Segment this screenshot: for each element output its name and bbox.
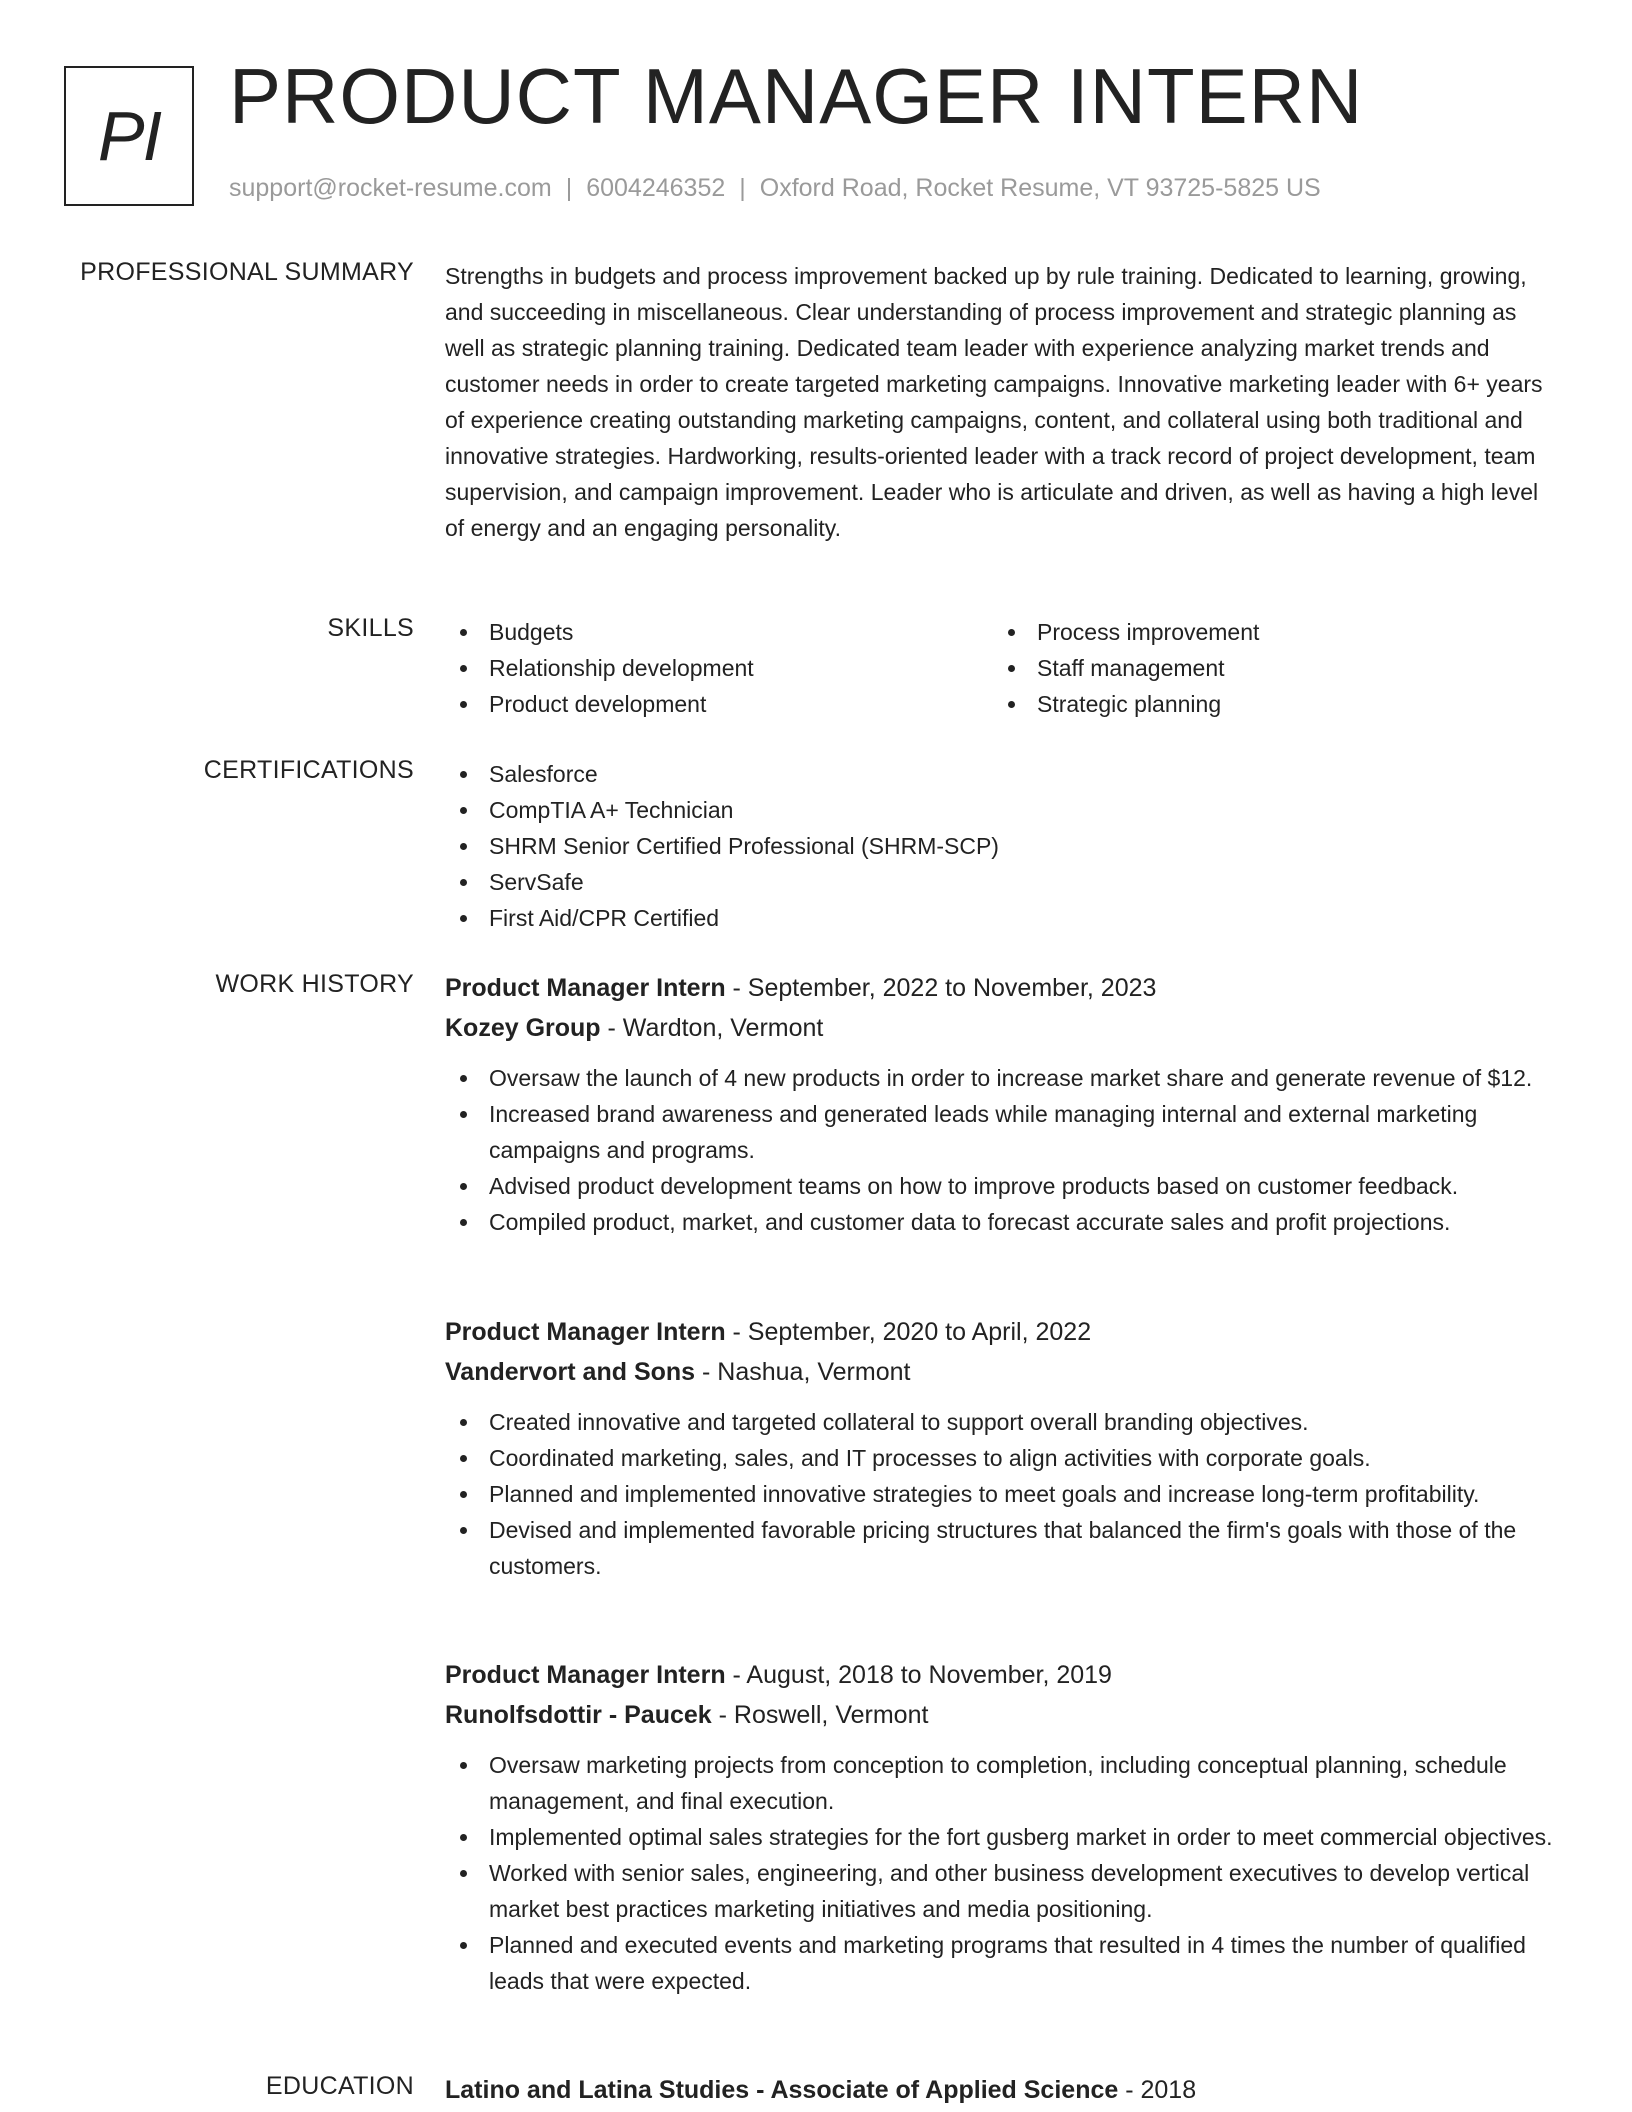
certification-item: SHRM Senior Certified Professional (SHRM-SCP) bbox=[445, 828, 1555, 864]
job-bullet: Planned and executed events and marketing programs that resulted in 4 times the number of qualified leads that were expected. bbox=[445, 1927, 1555, 1999]
job-bullets bbox=[445, 1060, 1555, 1240]
job-company-line bbox=[445, 1695, 1555, 1735]
skill-item: Product development bbox=[445, 686, 993, 722]
job-bullet: Devised and implemented favorable pricing structures that balanced the firm's goals with those of the customers. bbox=[445, 1512, 1555, 1584]
skills-list-left bbox=[445, 614, 993, 722]
skill-item: Budgets bbox=[445, 614, 993, 650]
contact-address: Oxford Road, Rocket Resume, VT 93725-5825 US bbox=[759, 174, 1321, 202]
candidate-name: PRODUCT MANAGER INTERN bbox=[229, 52, 1364, 140]
job-dates: - August, 2018 to November, 2019 bbox=[725, 1661, 1112, 1689]
job-title-line bbox=[445, 968, 1555, 1008]
job-company-line bbox=[445, 1008, 1555, 1048]
contact-separator: | bbox=[565, 174, 573, 202]
certification-item: Salesforce bbox=[445, 756, 1555, 792]
job-bullet: Oversaw marketing projects from conception to completion, including conceptual planning, schedule management, and final execution. bbox=[445, 1747, 1555, 1819]
contact-email: support@rocket-resume.com bbox=[229, 174, 552, 202]
job-title-line bbox=[445, 1655, 1555, 1695]
skills-list-right bbox=[993, 614, 1541, 722]
education-line bbox=[445, 2070, 1555, 2110]
job-dates: - September, 2020 to April, 2022 bbox=[725, 1318, 1092, 1346]
job-dates: - September, 2022 to November, 2023 bbox=[725, 974, 1157, 1002]
section-heading: PROFESSIONAL SUMMARY bbox=[80, 258, 414, 286]
job-bullet: Coordinated marketing, sales, and IT processes to align activities with corporate goals. bbox=[445, 1440, 1555, 1476]
skill-item: Staff management bbox=[993, 650, 1541, 686]
job-company: Vandervort and Sons bbox=[445, 1358, 696, 1386]
job-bullet: Increased brand awareness and generated leads while managing internal and external marketing campaigns and programs. bbox=[445, 1096, 1555, 1168]
job-title: Product Manager Intern bbox=[445, 1318, 726, 1346]
job-company: Runolfsdottir - Paucek bbox=[445, 1701, 712, 1729]
skills-body bbox=[445, 614, 1555, 722]
job-location: - Roswell, Vermont bbox=[711, 1701, 929, 1729]
job-company: Kozey Group bbox=[445, 1014, 601, 1042]
certification-item: First Aid/CPR Certified bbox=[445, 900, 1555, 936]
job-bullet: Oversaw the launch of 4 new products in order to increase market share and generate revenue of $12. bbox=[445, 1060, 1555, 1096]
section-heading: WORK HISTORY bbox=[215, 970, 414, 998]
summary-text: Strengths in budgets and process improvement backed up by rule training. Dedicated to learning, growing, and succeeding in miscellaneous. Clear understanding of process improvement and strategic planning as well as strategic planning training. Dedicated team leader with experience analyzing market trends and customer needs in order to create targeted marketing campaigns. Innovative marketing leader with 6+ years of experience creating outstanding marketing campaigns, content, and collateral using both traditional and innovative strategies. Hardworking, results-oriented leader with a track record of project development, team supervision, and campaign improvement. Leader who is articulate and driven, as well as having a high level of energy and an engaging personality. bbox=[445, 263, 1543, 541]
job-bullets bbox=[445, 1747, 1555, 1999]
contact-phone: 6004246352 bbox=[586, 174, 726, 202]
job-title: Product Manager Intern bbox=[445, 974, 726, 1002]
certification-item: CompTIA A+ Technician bbox=[445, 792, 1555, 828]
skill-item: Strategic planning bbox=[993, 686, 1541, 722]
section-heading: SKILLS bbox=[327, 614, 414, 642]
job-bullets bbox=[445, 1404, 1555, 1584]
contact-line bbox=[229, 174, 1321, 203]
job-bullet: Advised product development teams on how to improve products based on customer feedback. bbox=[445, 1168, 1555, 1204]
job-title-line bbox=[445, 1312, 1555, 1352]
job-title: Product Manager Intern bbox=[445, 1661, 726, 1689]
contact-separator: | bbox=[739, 174, 746, 202]
monogram-badge: PI bbox=[64, 66, 194, 206]
skill-item: Relationship development bbox=[445, 650, 993, 686]
job-bullet: Planned and implemented innovative strategies to meet goals and increase long-term profitability. bbox=[445, 1476, 1555, 1512]
skills-grid bbox=[445, 614, 1555, 722]
section-heading: CERTIFICATIONS bbox=[203, 756, 414, 784]
section-heading: EDUCATION bbox=[265, 2072, 414, 2100]
job-bullet: Worked with senior sales, engineering, and other business development executives to develop vertical market best practices marketing initiatives and media positioning. bbox=[445, 1855, 1555, 1927]
job-company-line bbox=[445, 1352, 1555, 1392]
job-location: - Wardton, Vermont bbox=[600, 1014, 824, 1042]
summary-body bbox=[445, 258, 1555, 546]
skill-item: Process improvement bbox=[993, 614, 1541, 650]
job-bullet: Implemented optimal sales strategies for the fort gusberg market in order to meet commercial objectives. bbox=[445, 1819, 1555, 1855]
certifications-body bbox=[445, 756, 1555, 936]
job-bullet: Compiled product, market, and customer data to forecast accurate sales and profit projections. bbox=[445, 1204, 1555, 1240]
job-location: - Nashua, Vermont bbox=[695, 1358, 911, 1386]
education-year: - 2018 bbox=[1118, 2076, 1197, 2104]
job-bullet: Created innovative and targeted collateral to support overall branding objectives. bbox=[445, 1404, 1555, 1440]
education-body bbox=[445, 2070, 1555, 2110]
education-degree: Latino and Latina Studies - Associate of Applied Science bbox=[445, 2076, 1119, 2104]
certifications-list bbox=[445, 756, 1555, 936]
certification-item: ServSafe bbox=[445, 864, 1555, 900]
